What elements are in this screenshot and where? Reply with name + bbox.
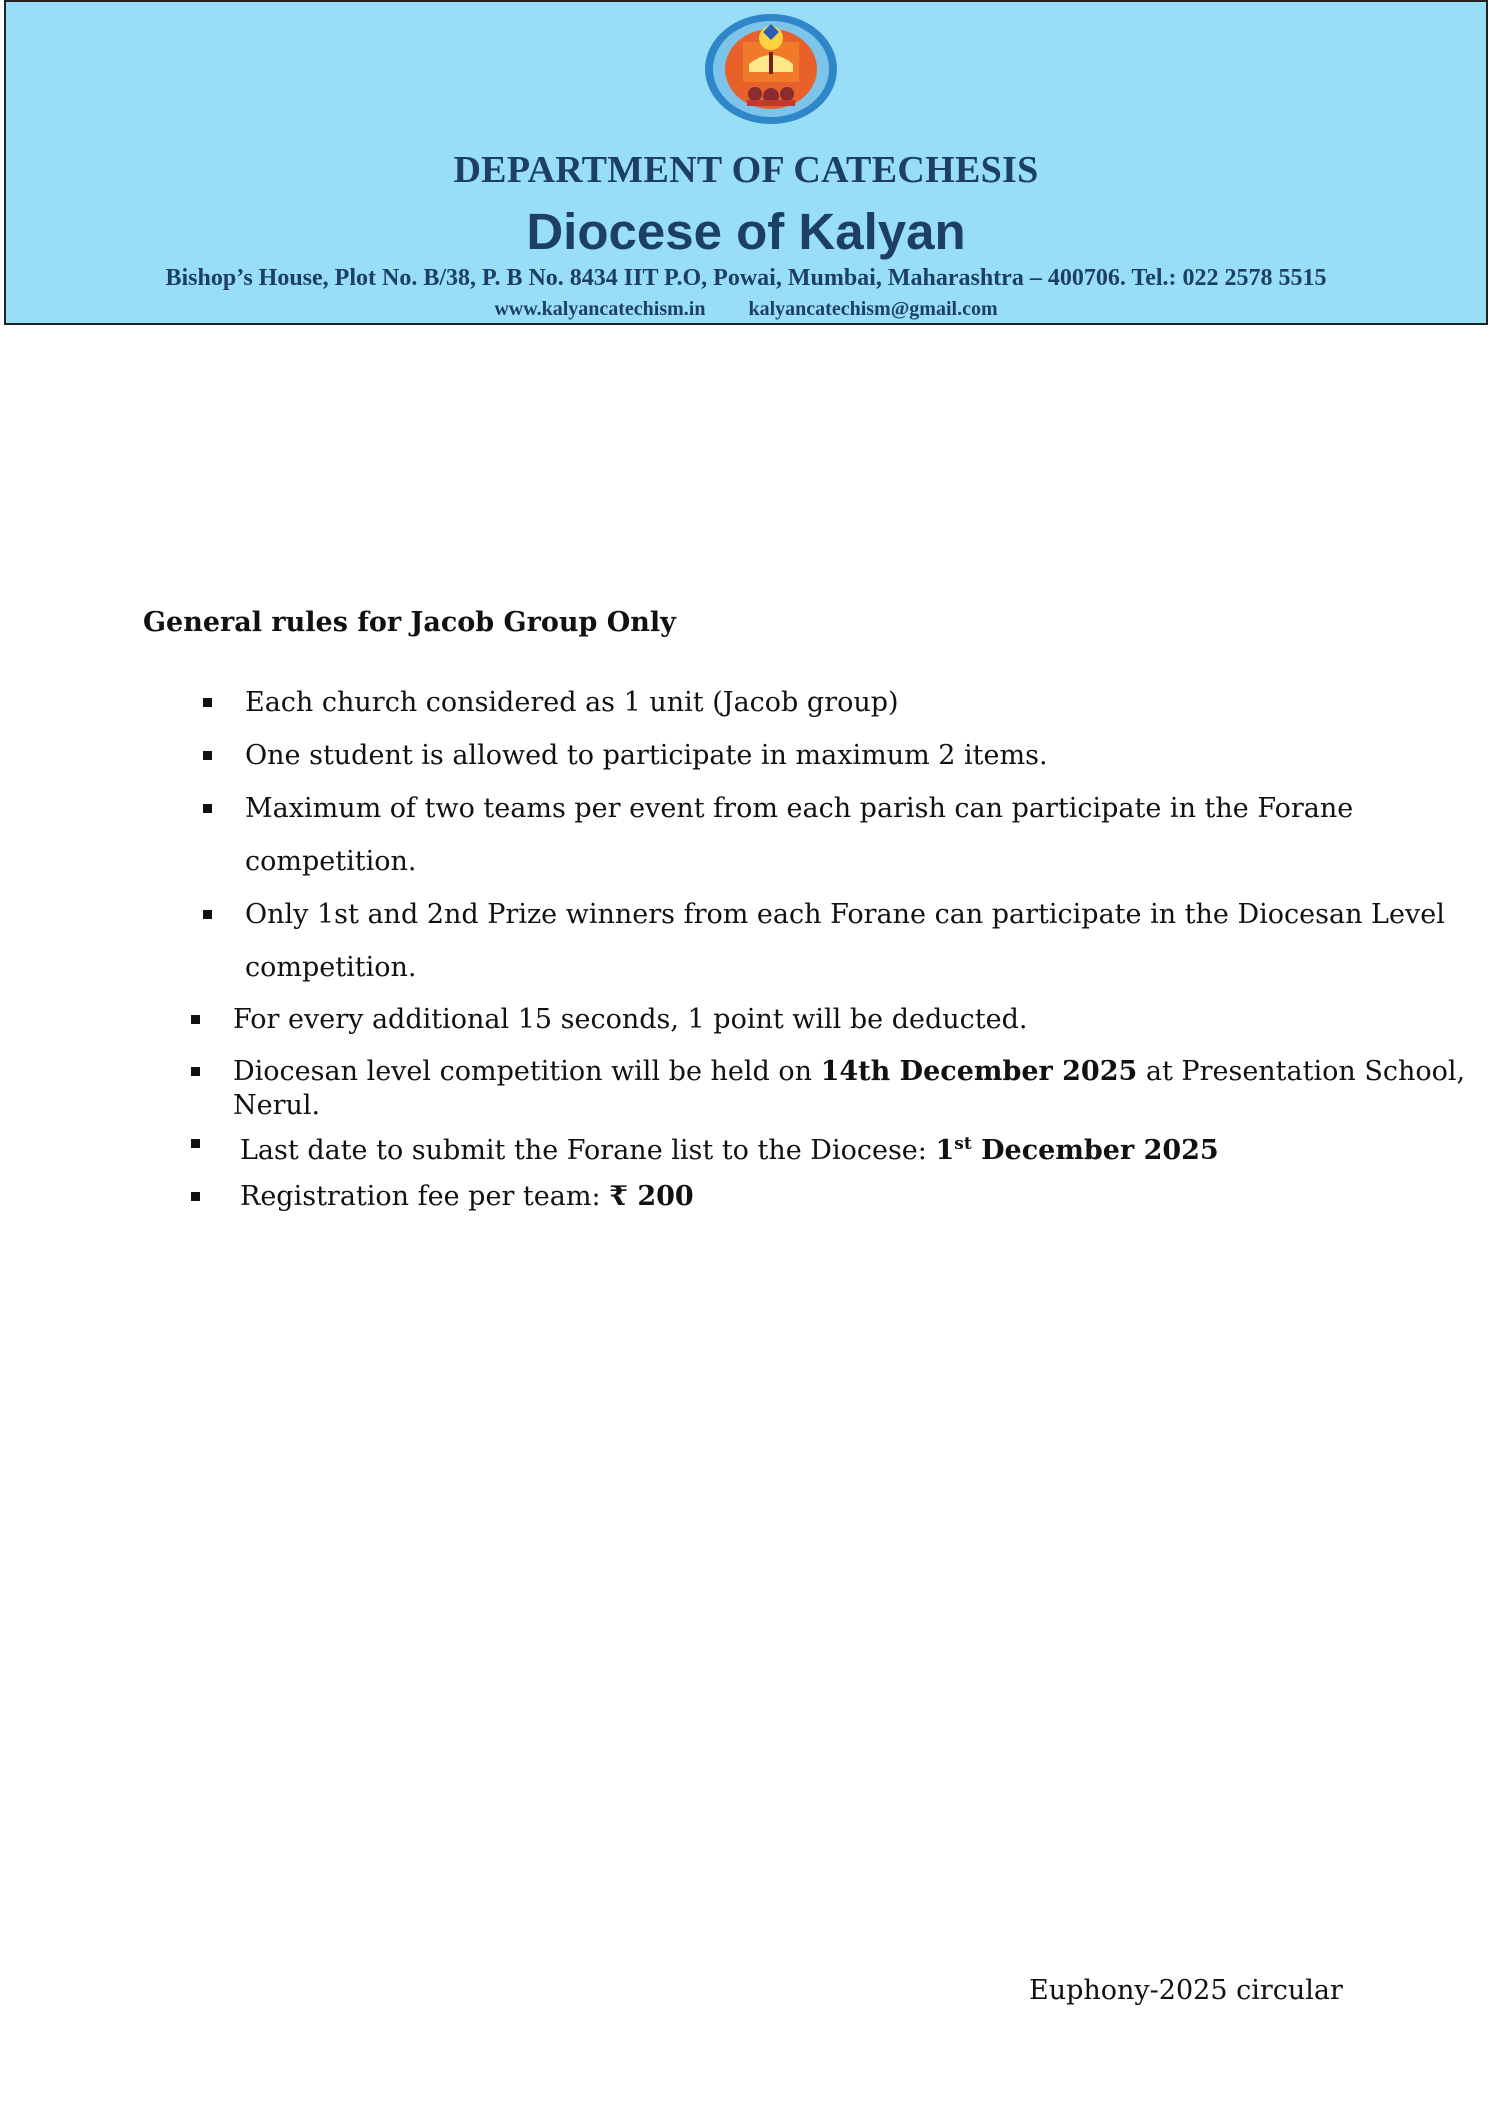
email-link[interactable]: kalyancatechism@gmail.com [748, 298, 998, 320]
rule-item: Diocesan level competition will be held on 14th December 2025 at Presentation School, Nerul. [233, 1056, 1466, 1121]
bullet-icon [203, 804, 212, 813]
bullet-icon [191, 1067, 200, 1076]
website-link[interactable]: www.kalyancatechism.in [494, 298, 706, 320]
bullet-icon [203, 698, 212, 707]
bullet-icon [191, 1015, 200, 1024]
rule-item: Each church considered as 1 unit (Jacob group) [245, 687, 899, 718]
contact-line [6, 298, 1486, 321]
diocese-emblem-logo [703, 12, 839, 126]
rule-item: Last date to submit the Forane list to the Diocese: 1st December 2025 [240, 1134, 1219, 1166]
footer-note: Euphony-2025 circular [1029, 1975, 1343, 2006]
rule-item: Maximum of two teams per event from each parish can participate in the Forane competition. [245, 793, 1354, 877]
bullet-icon [191, 1192, 200, 1201]
bullet-icon [203, 751, 212, 760]
rule-item: One student is allowed to participate in maximum 2 items. [245, 740, 1048, 771]
rules-heading: General rules for Jacob Group Only [143, 607, 676, 638]
rule-item: For every additional 15 seconds, 1 point will be deducted. [233, 1004, 1028, 1035]
bullet-icon [191, 1139, 200, 1148]
rule-item: Registration fee per team: ₹ 200 [240, 1181, 694, 1212]
diocese-name: Diocese of Kalyan [526, 203, 966, 260]
address-line: Bishop’s House, Plot No. B/38, P. B No. 8434 IIT P.O, Powai, Mumbai, Maharashtra – 400706. Tel.: 022 2578 5515 [165, 265, 1327, 291]
rule-item: Only 1st and 2nd Prize winners from each Forane can participate in the Diocesan Level competition. [245, 899, 1445, 983]
department-title: DEPARTMENT OF CATECHESIS [453, 149, 1039, 191]
letterhead [4, 0, 1488, 325]
bullet-icon [203, 910, 212, 919]
